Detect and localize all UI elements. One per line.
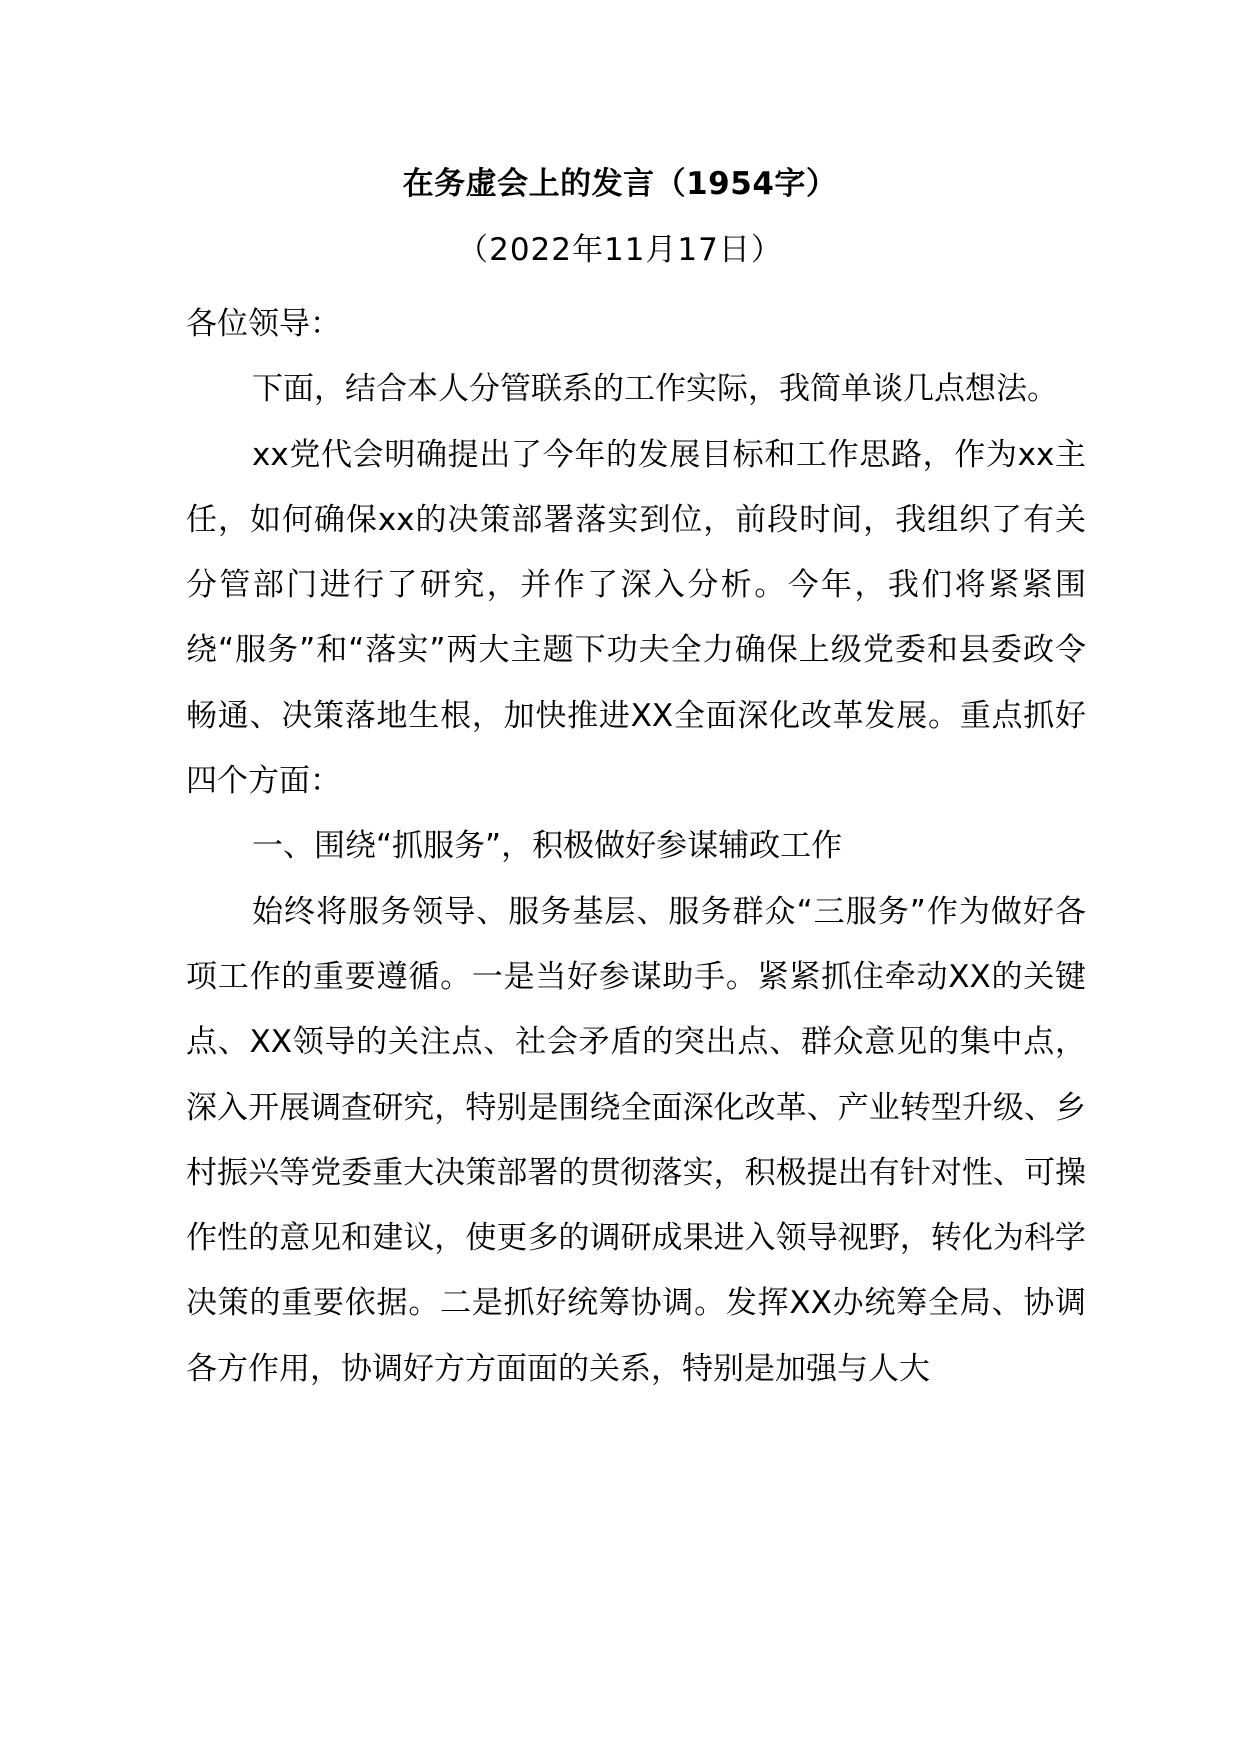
section-heading-1: 一、围绕“抓服务”，积极做好参谋辅政工作: [252, 828, 843, 865]
paragraph-section-1: 始终将服务领导、服务基层、服务群众“三服务”作为做好各项工作的重要遵循。一是当好参谋助手。紧紧抓住牵动XX的关键点、XX领导的关注点、社会矛盾的突出点、群众意见的集中点，深入开展调查研究，特别是围绕全面深化改革、产业转型升级、乡村振兴等党委重大决策部署的贯彻落实，积极提出有针对性、可操作性的意见和建议，使更多的调研成果进入领导视野，转化为科学决策的重要依据。二是抓好统筹协调。发挥XX办统筹全局、协调各方作用，协调好方方面面的关系，特别是加强与人大: [186, 893, 1086, 1387]
salutation: 各位领导：: [186, 306, 341, 342]
paragraph-intro: 下面，结合本人分管联系的工作实际，我简单谈几点想法。: [252, 371, 1058, 408]
document-title: 在务虚会上的发言（1954字）: [402, 166, 838, 202]
document-body: [186, 292, 1086, 1402]
document-date: （2022年11月17日）: [457, 232, 783, 268]
paragraph-overview: xx党代会明确提出了今年的发展目标和工作思路，作为xx主任，如何确保xx的决策部署落实到位，前段时间，我组织了有关分管部门进行了研究，并作了深入分析。今年，我们将紧紧围绕“服务”和“落实”两大主题下功夫全力确保上级党委和县委政令畅通、决策落地生根，加快推进XX全面深化改革发展。重点抓好四个方面：: [186, 436, 1086, 800]
